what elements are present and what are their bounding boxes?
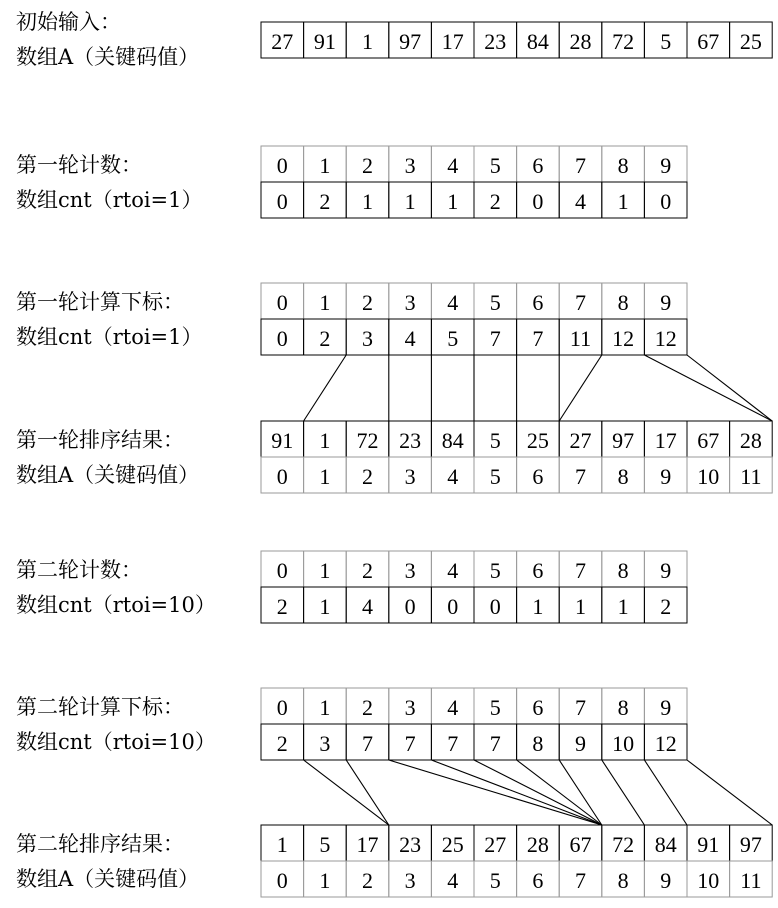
section-labels xyxy=(16,10,216,891)
array-cell-value: 9 xyxy=(660,868,672,893)
array-cell-value: 1 xyxy=(319,558,331,583)
array-cell-value: 5 xyxy=(489,464,501,489)
array-cell-value: 9 xyxy=(660,290,672,315)
array-cell-value: 0 xyxy=(660,189,672,214)
array-cell-value: 4 xyxy=(362,594,373,619)
array-cell-value: 12 xyxy=(654,731,677,756)
array-cell-value: 25 xyxy=(739,29,762,54)
value-row xyxy=(261,421,772,457)
array-cell-value: 1 xyxy=(319,428,331,453)
array-cell-value: 6 xyxy=(532,464,544,489)
array-cell-value: 8 xyxy=(532,731,544,756)
array-cell-value: 7 xyxy=(404,731,416,756)
array-cell-value: 2 xyxy=(362,558,373,583)
array-cell-value: 7 xyxy=(575,868,586,893)
array-cell-value: 72 xyxy=(356,428,379,453)
array-cell-value: 0 xyxy=(276,153,288,178)
array-cell-value: 7 xyxy=(575,153,586,178)
value-row xyxy=(261,825,772,861)
value-row xyxy=(261,587,687,623)
array-cell-value: 7 xyxy=(575,695,586,720)
array-name-label: 数组A（关键码值） xyxy=(16,463,200,487)
array-cell-value: 9 xyxy=(575,731,586,756)
mapping-line xyxy=(687,760,772,825)
array-cell-value: 5 xyxy=(489,428,501,453)
array-cell-value: 17 xyxy=(654,428,677,453)
array-cell-value: 28 xyxy=(526,832,549,857)
index-row xyxy=(261,283,687,319)
array-name-label: 数组cnt（rtoi=10） xyxy=(16,593,216,617)
array-cell-value: 2 xyxy=(362,464,373,489)
array-cell-value: 8 xyxy=(617,290,629,315)
array-cell-value: 7 xyxy=(575,558,586,583)
array-cell-value: 72 xyxy=(612,29,635,54)
array-cell-value: 97 xyxy=(399,29,422,54)
array-cell-value: 97 xyxy=(612,428,635,453)
array-cell-value: 1 xyxy=(617,189,629,214)
array-cell-value: 1 xyxy=(319,594,331,619)
array-cell-value: 0 xyxy=(447,594,459,619)
array-cell-value: 8 xyxy=(617,695,629,720)
mapping-line xyxy=(304,355,347,421)
section-title: 第一轮排序结果： xyxy=(16,428,184,452)
array-cell-value: 0 xyxy=(276,558,288,583)
array-cell-value: 11 xyxy=(740,464,762,489)
value-row xyxy=(261,319,687,355)
array-cell-value: 27 xyxy=(569,428,592,453)
mapping-line xyxy=(559,760,602,825)
array-cell-value: 7 xyxy=(575,464,586,489)
array-cell-value: 5 xyxy=(489,558,501,583)
mapping-line xyxy=(602,760,645,825)
mapping-line xyxy=(304,760,389,825)
array-cell-value: 1 xyxy=(276,832,288,857)
array-cell-value: 11 xyxy=(569,326,592,351)
array-cell-value: 4 xyxy=(447,558,459,583)
array-cell-value: 23 xyxy=(399,428,422,453)
array-cell-value: 5 xyxy=(489,290,501,315)
index-row xyxy=(261,688,687,724)
array-cell-value: 5 xyxy=(447,326,459,351)
array-cell-value: 0 xyxy=(276,189,288,214)
array-cell-value: 2 xyxy=(362,290,373,315)
array-cell-value: 3 xyxy=(404,153,416,178)
array-cell-value: 6 xyxy=(532,558,544,583)
array-cell-value: 4 xyxy=(447,153,459,178)
array-cell-value: 67 xyxy=(697,29,720,54)
array-cell-value: 8 xyxy=(617,558,629,583)
array-cell-value: 97 xyxy=(739,832,762,857)
array-cell-value: 4 xyxy=(575,189,586,214)
array-cell-value: 1 xyxy=(575,594,586,619)
array-cell-value: 1 xyxy=(447,189,459,214)
array-cell-value: 67 xyxy=(697,428,720,453)
array-cell-value: 0 xyxy=(276,464,288,489)
array-cell-value: 7 xyxy=(575,290,586,315)
array-cell-value: 2 xyxy=(319,189,331,214)
array-cell-value: 5 xyxy=(319,832,331,857)
array-cell-value: 1 xyxy=(319,695,331,720)
array-cell-value: 1 xyxy=(362,189,373,214)
array-cell-value: 4 xyxy=(447,464,459,489)
mapping-line xyxy=(559,355,602,421)
mapping-line xyxy=(644,355,772,421)
array-cell-value: 6 xyxy=(532,290,544,315)
section-title: 第二轮计数： xyxy=(16,558,142,582)
array-cell-value: 1 xyxy=(319,464,331,489)
array-cell-value: 84 xyxy=(441,428,464,453)
array-cell-value: 25 xyxy=(441,832,464,857)
array-cell-value: 0 xyxy=(532,189,544,214)
array-cell-value: 25 xyxy=(526,428,549,453)
array-cell-value: 3 xyxy=(404,695,416,720)
index-row xyxy=(261,146,687,182)
array-name-label: 数组cnt（rtoi=1） xyxy=(16,188,203,212)
array-cell-value: 1 xyxy=(532,594,544,619)
array-cell-value: 7 xyxy=(489,326,501,351)
value-row xyxy=(261,724,687,760)
index-row xyxy=(261,551,687,587)
array-name-label: 数组A（关键码值） xyxy=(16,45,200,69)
array-cell-value: 2 xyxy=(362,153,373,178)
array-cell-value: 12 xyxy=(612,326,635,351)
array-cell-value: 8 xyxy=(617,464,629,489)
array-cell-value: 9 xyxy=(660,695,672,720)
mapping-line xyxy=(346,760,389,825)
array-cell-value: 6 xyxy=(532,153,544,178)
array-cell-value: 3 xyxy=(362,326,373,351)
array-cell-value: 3 xyxy=(404,464,416,489)
array-cell-value: 28 xyxy=(569,29,592,54)
array-cell-value: 7 xyxy=(532,326,544,351)
array-cell-value: 10 xyxy=(697,464,720,489)
array-cell-value: 5 xyxy=(489,695,501,720)
array-cell-value: 23 xyxy=(484,29,507,54)
array-cell-value: 4 xyxy=(404,326,416,351)
array-cell-value: 0 xyxy=(276,326,288,351)
array-cell-value: 7 xyxy=(362,731,373,756)
array-cell-value: 91 xyxy=(271,428,294,453)
array-cell-value: 11 xyxy=(740,868,762,893)
array-cell-value: 28 xyxy=(739,428,762,453)
array-cell-value: 84 xyxy=(526,29,549,54)
array-cells xyxy=(261,22,772,897)
index-row xyxy=(261,457,772,493)
array-cell-value: 3 xyxy=(404,290,416,315)
array-cell-value: 9 xyxy=(660,464,672,489)
array-cell-value: 2 xyxy=(276,731,288,756)
array-cell-value: 0 xyxy=(276,290,288,315)
array-cell-value: 1 xyxy=(617,594,629,619)
array-cell-value: 4 xyxy=(447,868,459,893)
array-cell-value: 9 xyxy=(660,558,672,583)
array-cell-value: 0 xyxy=(276,868,288,893)
array-cell-value: 23 xyxy=(399,832,422,857)
array-cell-value: 3 xyxy=(319,731,331,756)
array-cell-value: 9 xyxy=(660,153,672,178)
array-cell-value: 1 xyxy=(362,29,373,54)
array-cell-value: 27 xyxy=(271,29,294,54)
mapping-line xyxy=(517,760,602,825)
array-cell-value: 5 xyxy=(660,29,672,54)
array-cell-value: 2 xyxy=(489,189,501,214)
array-cell-value: 67 xyxy=(569,832,592,857)
array-cell-value: 1 xyxy=(319,290,331,315)
mapping-line xyxy=(474,760,602,825)
value-row xyxy=(261,22,772,58)
array-cell-value: 17 xyxy=(441,29,464,54)
array-cell-value: 10 xyxy=(612,731,635,756)
array-cell-value: 1 xyxy=(319,868,331,893)
array-cell-value: 91 xyxy=(313,29,336,54)
section-title: 第一轮计数： xyxy=(16,153,142,177)
array-cell-value: 2 xyxy=(362,695,373,720)
array-cell-value: 91 xyxy=(697,832,720,857)
array-cell-value: 8 xyxy=(617,868,629,893)
array-cell-value: 5 xyxy=(489,868,501,893)
array-cell-value: 0 xyxy=(489,594,501,619)
array-cell-value: 0 xyxy=(276,695,288,720)
array-cell-value: 6 xyxy=(532,868,544,893)
mapping-line xyxy=(687,355,772,421)
array-cell-value: 2 xyxy=(319,326,331,351)
array-cell-value: 8 xyxy=(617,153,629,178)
array-cell-value: 17 xyxy=(356,832,379,857)
array-cell-value: 5 xyxy=(489,153,501,178)
array-name-label: 数组cnt（rtoi=1） xyxy=(16,325,203,349)
section-title: 第一轮计算下标： xyxy=(16,290,184,314)
array-name-label: 数组A（关键码值） xyxy=(16,867,200,891)
array-cell-value: 1 xyxy=(404,189,416,214)
array-cell-value: 1 xyxy=(319,153,331,178)
array-cell-value: 0 xyxy=(404,594,416,619)
section-title: 第二轮排序结果： xyxy=(16,832,184,856)
mapping-line xyxy=(431,760,601,825)
mapping-line xyxy=(389,760,602,825)
array-cell-value: 4 xyxy=(447,695,459,720)
array-cell-value: 10 xyxy=(697,868,720,893)
value-row xyxy=(261,182,687,218)
array-cell-value: 3 xyxy=(404,868,416,893)
array-cell-value: 7 xyxy=(489,731,501,756)
array-cell-value: 72 xyxy=(612,832,635,857)
mapping-line xyxy=(644,760,687,825)
index-row xyxy=(261,861,772,897)
array-cell-value: 27 xyxy=(484,832,507,857)
array-cell-value: 2 xyxy=(362,868,373,893)
array-name-label: 数组cnt（rtoi=10） xyxy=(16,730,216,754)
array-cell-value: 7 xyxy=(447,731,459,756)
array-cell-value: 4 xyxy=(447,290,459,315)
array-cell-value: 2 xyxy=(276,594,288,619)
array-cell-value: 2 xyxy=(660,594,672,619)
array-cell-value: 12 xyxy=(654,326,677,351)
array-cell-value: 3 xyxy=(404,558,416,583)
section-title: 第二轮计算下标： xyxy=(16,695,184,719)
section-title: 初始输入： xyxy=(16,10,121,34)
array-cell-value: 6 xyxy=(532,695,544,720)
array-cell-value: 84 xyxy=(654,832,677,857)
